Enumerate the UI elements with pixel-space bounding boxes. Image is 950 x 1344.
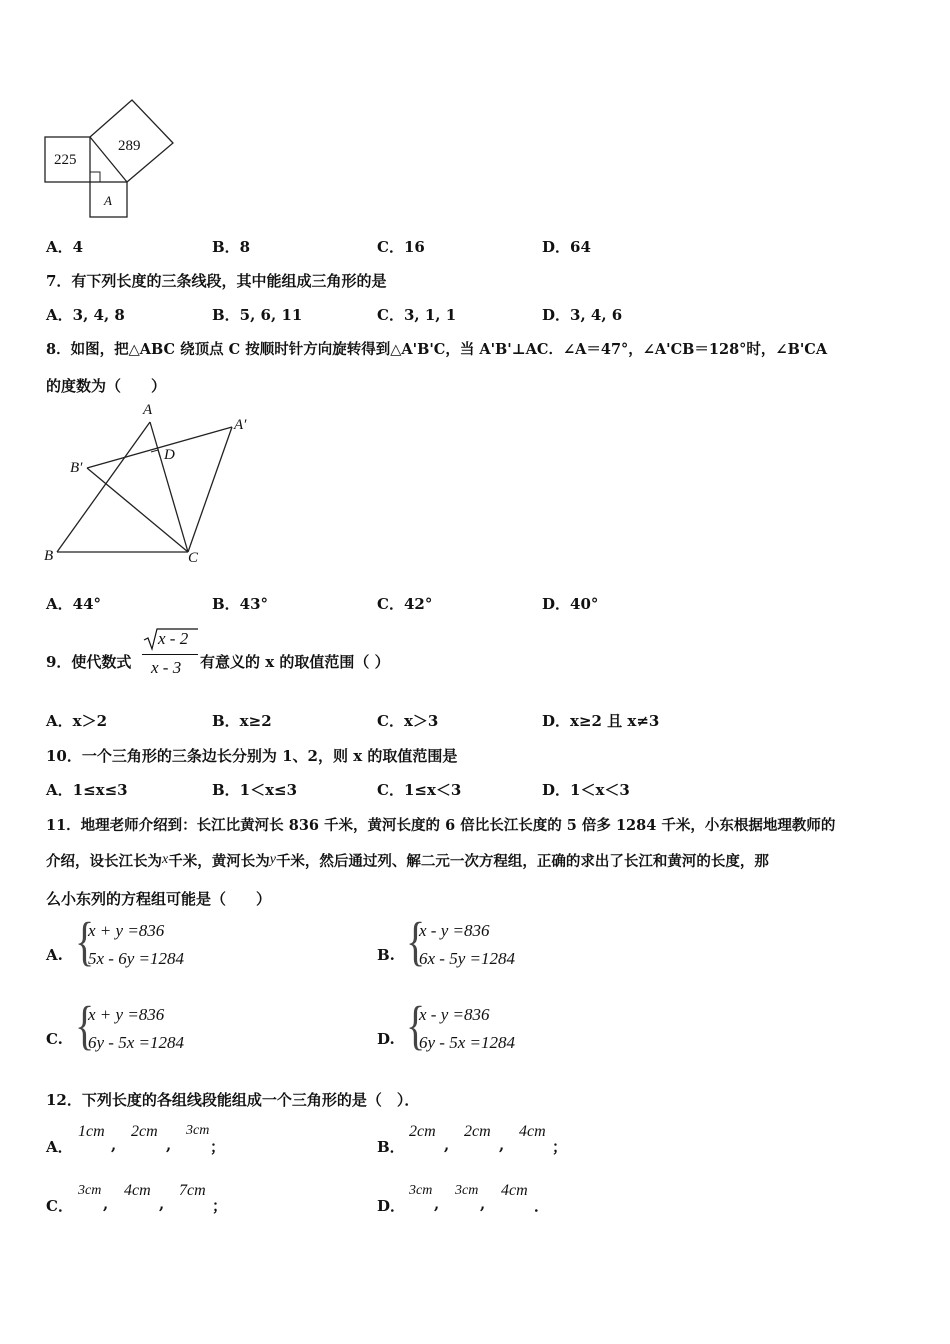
q9-fraction-bar — [142, 654, 198, 655]
q6-option-c[interactable]: C．16 — [377, 238, 425, 256]
q12-option-d-sep1: , — [434, 1195, 440, 1213]
q9-option-d[interactable]: D．x≥2 且 x≠3 — [542, 712, 660, 730]
q11-option-d-label[interactable]: D. — [377, 1030, 395, 1048]
q12-option-a-v3: 3cm — [186, 1123, 210, 1138]
q11-option-c-brace: { — [75, 994, 95, 1056]
q12-option-d-end: ． — [534, 1197, 550, 1215]
q9-stem-prefix: 9．使代数式 — [46, 653, 132, 671]
label-a: A — [104, 193, 112, 208]
q11-option-a-label[interactable]: A. — [46, 946, 63, 964]
fig-label-c: C — [188, 550, 199, 566]
q12-option-c-v3: 7cm — [179, 1182, 206, 1199]
q12-option-b-end: ； — [552, 1138, 568, 1156]
q11-option-b-eq1: x - y =836 — [419, 921, 490, 940]
right-angle-mark — [90, 172, 100, 182]
q10-option-d[interactable]: D．1＜x＜3 — [542, 781, 630, 799]
q10-option-a[interactable]: A．1≤x≤3 — [46, 781, 128, 799]
q12-stem: 12．下列长度的各组线段能组成一个三角形的是（ ）． — [46, 1091, 420, 1109]
q12-option-c-v2: 4cm — [124, 1182, 151, 1199]
q9-numerator: x - 2 — [158, 629, 189, 648]
q8-option-c[interactable]: C．42° — [377, 595, 433, 613]
q6-option-a[interactable]: A．4 — [46, 238, 84, 256]
q11-line2 — [46, 850, 769, 871]
q12-option-c-v1: 3cm — [78, 1183, 102, 1198]
q11-option-d-brace: { — [406, 994, 426, 1056]
q12-option-b-label[interactable]: B． — [377, 1138, 405, 1156]
q11-option-b-label[interactable]: B. — [377, 946, 395, 964]
q6-option-d[interactable]: D．64 — [542, 238, 591, 256]
q11-option-c-eq1: x + y =836 — [88, 1005, 165, 1024]
q8-stem-line2: 的度数为（ ） — [46, 377, 167, 395]
q11-option-c-eq2: 6y - 5x =1284 — [88, 1033, 184, 1052]
q10-option-b[interactable]: B．1＜x≤3 — [212, 781, 298, 799]
q9-option-b[interactable]: B．x≥2 — [212, 712, 272, 730]
q8-option-a[interactable]: A．44° — [46, 595, 102, 613]
q11-option-c-label[interactable]: C. — [46, 1030, 63, 1048]
q11-option-b-brace: { — [406, 910, 426, 972]
q7-option-d[interactable]: D．3, 4, 6 — [542, 306, 623, 324]
q12-option-a-end: ； — [210, 1138, 226, 1156]
q8-option-b[interactable]: B．43° — [212, 595, 269, 613]
q12-option-a-v1: 1cm — [78, 1123, 105, 1140]
q11-line2-b: 千米，黄河长为 — [168, 853, 270, 870]
q12-option-b-v3: 4cm — [519, 1123, 546, 1140]
q11-line2-c: 千米，然后通过列、解二元一次方程组，正确的求出了长江和黄河的长度，那 — [275, 853, 769, 870]
q12-option-b-v2: 2cm — [464, 1123, 491, 1140]
q12-option-c-label[interactable]: C． — [46, 1197, 73, 1215]
label-225: 225 — [54, 152, 77, 168]
q12-option-d-label[interactable]: D． — [377, 1197, 406, 1215]
q12-option-a-label[interactable]: A． — [46, 1138, 73, 1156]
q11-option-d-eq2: 6y - 5x =1284 — [419, 1033, 515, 1052]
q9-denominator: x - 3 — [151, 658, 182, 677]
q7-option-b[interactable]: B．5, 6, 11 — [212, 306, 303, 324]
q7-option-a[interactable]: A．3, 4, 8 — [46, 306, 125, 324]
q12-option-b-sep2: , — [499, 1136, 505, 1154]
q12-option-b-sep1: , — [444, 1136, 450, 1154]
q12-option-d-sep2: , — [480, 1195, 486, 1213]
q12-option-d-v3: 4cm — [501, 1182, 528, 1199]
q7-option-c[interactable]: C．3, 1, 1 — [377, 306, 457, 324]
q10-stem: 10．一个三角形的三条边长分别为 1、2，则 x 的取值范围是 — [46, 747, 458, 765]
q7-stem: 7．有下列长度的三条线段，其中能组成三角形的是 — [46, 272, 387, 290]
q12-option-d-v2: 3cm — [455, 1183, 479, 1198]
q6-option-b[interactable]: B．8 — [212, 238, 251, 256]
q9-option-a[interactable]: A．x＞2 — [46, 712, 108, 730]
q11-option-d-eq1: x - y =836 — [419, 1005, 490, 1024]
fig-label-b: B — [44, 548, 54, 564]
q11-option-a-brace: { — [75, 910, 95, 972]
label-289: 289 — [118, 138, 141, 154]
q10-option-c[interactable]: C．1≤x＜3 — [377, 781, 462, 799]
q12-option-c-sep1: , — [103, 1195, 109, 1213]
q12-option-a-sep1: , — [111, 1136, 117, 1154]
q9-option-c[interactable]: C．x＞3 — [377, 712, 439, 730]
q8-option-d[interactable]: D．40° — [542, 595, 599, 613]
q12-option-c-sep2: , — [159, 1195, 165, 1213]
q12-option-b-v1: 2cm — [409, 1123, 436, 1140]
q11-var-y: y — [269, 852, 276, 867]
q11-option-a-eq2: 5x - 6y =1284 — [88, 949, 184, 968]
fig-label-d: D — [164, 447, 175, 463]
q12-option-a-v2: 2cm — [131, 1123, 158, 1140]
q11-line2-a: 介绍，设长江长为 — [46, 853, 162, 870]
fig-label-b-prime: B′ — [70, 460, 83, 476]
q8-stem-line1: 8．如图，把△ABC 绕顶点 C 按顺时针方向旋转得到△A'B'C，当 A'B'⊥AC．∠A＝47°，∠A'CB＝128°时，∠B'CA — [46, 341, 828, 358]
q12-option-c-end: ； — [212, 1197, 228, 1215]
q11-option-b-eq2: 6x - 5y =1284 — [419, 949, 515, 968]
q11-line1: 11．地理老师介绍到：长江比黄河长 836 千米，黄河长度的 6 倍比长江长度的 5 倍多 1284 千米，小东根据地理教师的 — [46, 817, 836, 834]
q11-option-a-eq1: x + y =836 — [88, 921, 165, 940]
fig-label-a: A — [143, 402, 153, 418]
q11-line3: 么小东列的方程组可能是（ ） — [46, 890, 272, 908]
fig-label-a-prime: A′ — [234, 417, 247, 433]
q9-stem-suffix: 有意义的 x 的取值范围（ ） — [200, 653, 390, 671]
q12-option-a-sep2: , — [166, 1136, 172, 1154]
q11-var-x: x — [162, 852, 169, 867]
q12-option-d-v1: 3cm — [409, 1183, 433, 1198]
